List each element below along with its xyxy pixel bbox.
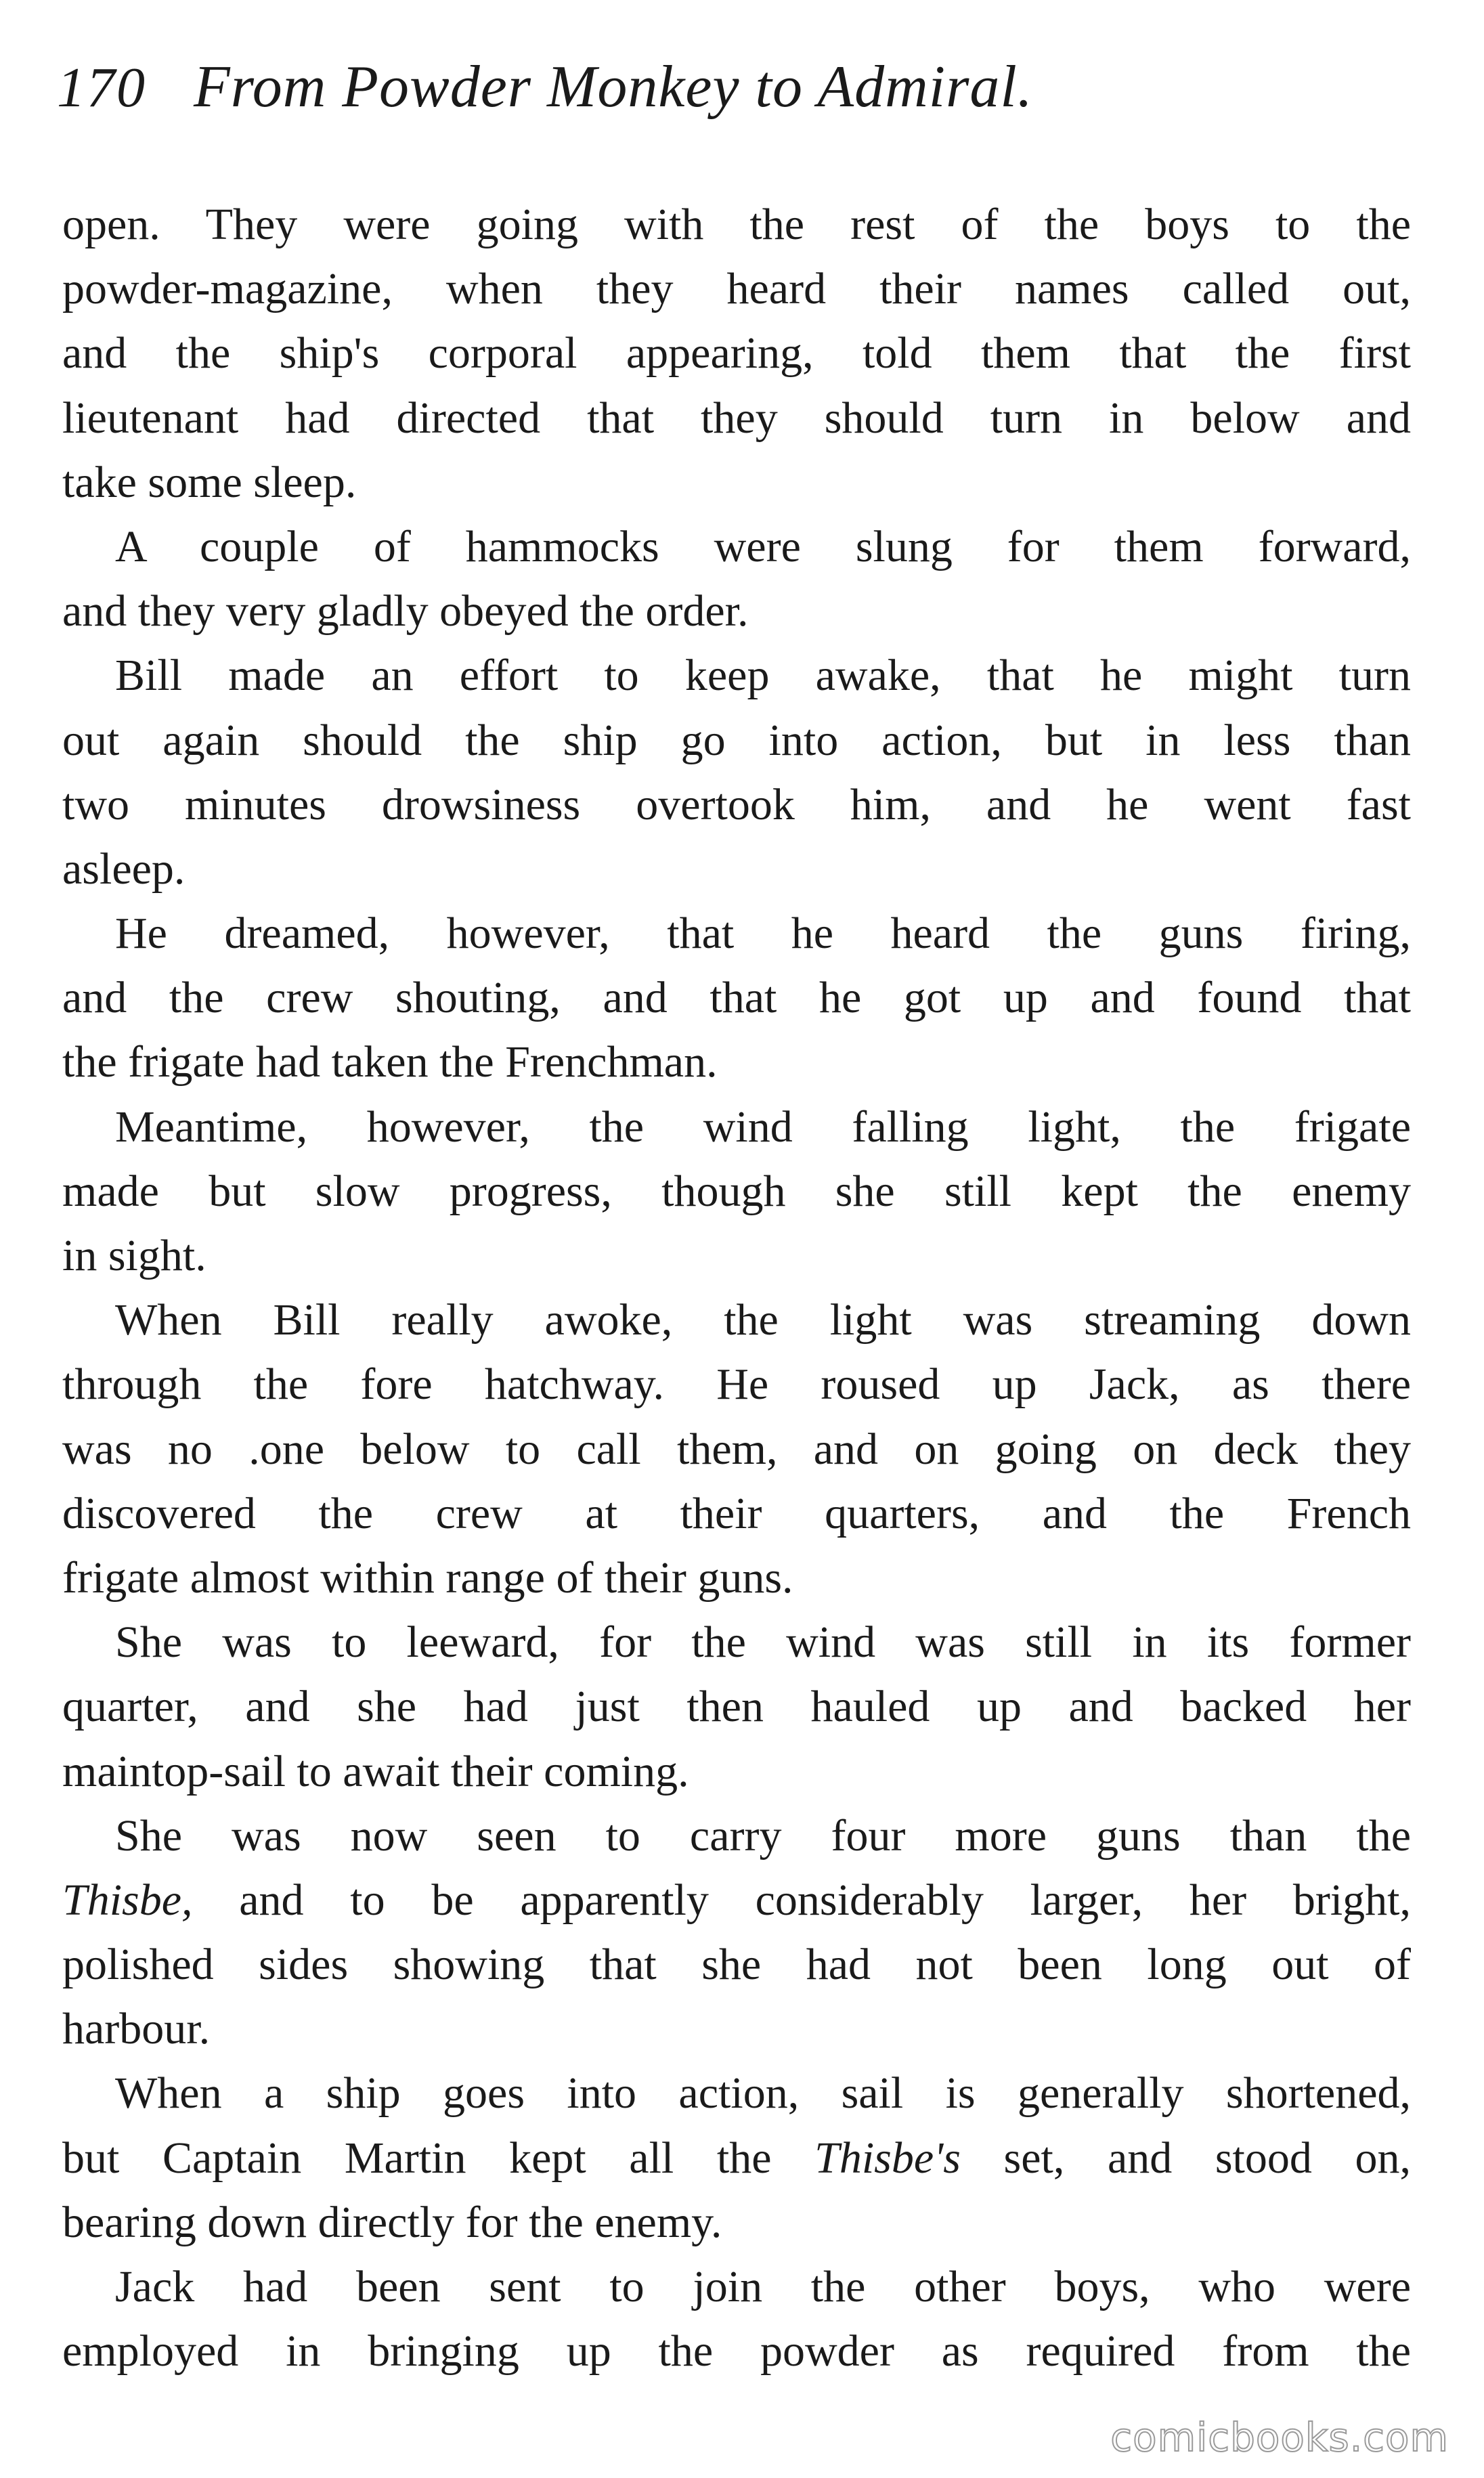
text-line: When a ship goes into action, sail is generally shortened,: [115, 2068, 1411, 2118]
text-line: A couple of hammocks were slung for them forward,: [115, 521, 1411, 571]
text-line: employed in bringing up the powder as required from the: [62, 2326, 1411, 2376]
page-header: [57, 53, 1431, 148]
text-line: Meantime, however, the wind falling light, the frigate: [115, 1102, 1411, 1152]
text-line: She was now seen to carry four more guns than the: [115, 1810, 1411, 1861]
text-line: take some sleep.: [62, 457, 357, 507]
text-line: in sight.: [62, 1231, 206, 1280]
watermark: comicbooks.com: [1110, 2414, 1449, 2460]
text-line: Jack had been sent to join the other boys, who were: [115, 2262, 1411, 2311]
text-line: lieutenant had directed that they should turn in below and: [62, 393, 1411, 443]
text-line: frigate almost within range of their guns.: [62, 1552, 793, 1603]
body-text: [62, 192, 1411, 2383]
text-line: two minutes drowsiness overtook him, and he went fast: [62, 779, 1411, 829]
text-line: He dreamed, however, that he heard the guns firing,: [115, 909, 1411, 959]
text-line: and the crew shouting, and that he got up and found that: [62, 973, 1411, 1023]
text-line: powder-magazine, when they heard their names called out,: [62, 264, 1411, 314]
text-line-with-italic: [62, 1868, 1411, 1932]
text-line-with-italic: [62, 2126, 1411, 2190]
text-line: quarter, and she had just then hauled up and backed her: [62, 1682, 1411, 1732]
text-line: polished sides showing that she had not been long out of: [62, 1940, 1411, 1990]
text-line: open. They were going with the rest of the boys to the: [62, 200, 1411, 249]
text-line: discovered the crew at their quarters, and the French: [62, 1488, 1411, 1538]
ship-name-italic: Thisbe,: [62, 1875, 193, 1925]
text-line: made but slow progress, though she still kept the enemy: [62, 1166, 1411, 1216]
text-line: through the fore hatchway. He roused up Jack, as there: [62, 1360, 1411, 1410]
text-line: asleep.: [62, 844, 186, 894]
text-line: out again should the ship go into action, but in less than: [62, 715, 1411, 765]
text-line: When Bill really awoke, the light was streaming down: [115, 1295, 1411, 1345]
text-line: and the ship's corporal appearing, told them that the first: [62, 328, 1411, 378]
text-line: bearing down directly for the enemy.: [62, 2197, 722, 2247]
text-line: was no .one below to call them, and on going on deck they: [62, 1424, 1411, 1474]
ship-name-italic: Thisbe's: [814, 2133, 961, 2183]
text-line: She was to leeward, for the wind was still in its former: [115, 1617, 1411, 1668]
text-line: Bill made an effort to keep awake, that he might turn: [115, 651, 1411, 701]
text-line: harbour.: [62, 2004, 211, 2054]
text-segment: but Captain Martin kept all the: [62, 2133, 815, 2183]
text-segment: set, and stood on,: [960, 2133, 1411, 2183]
text-line: the frigate had taken the Frenchman.: [62, 1037, 718, 1087]
running-title: From Powder Monkey to Admiral.: [194, 54, 1033, 120]
text-line: maintop-sail to await their coming.: [62, 1746, 689, 1796]
page-number: 170: [57, 56, 146, 119]
text-segment: and to be apparently considerably larger, her bright,: [192, 1875, 1411, 1925]
text-line: and they very gladly obeyed the order.: [62, 586, 749, 636]
